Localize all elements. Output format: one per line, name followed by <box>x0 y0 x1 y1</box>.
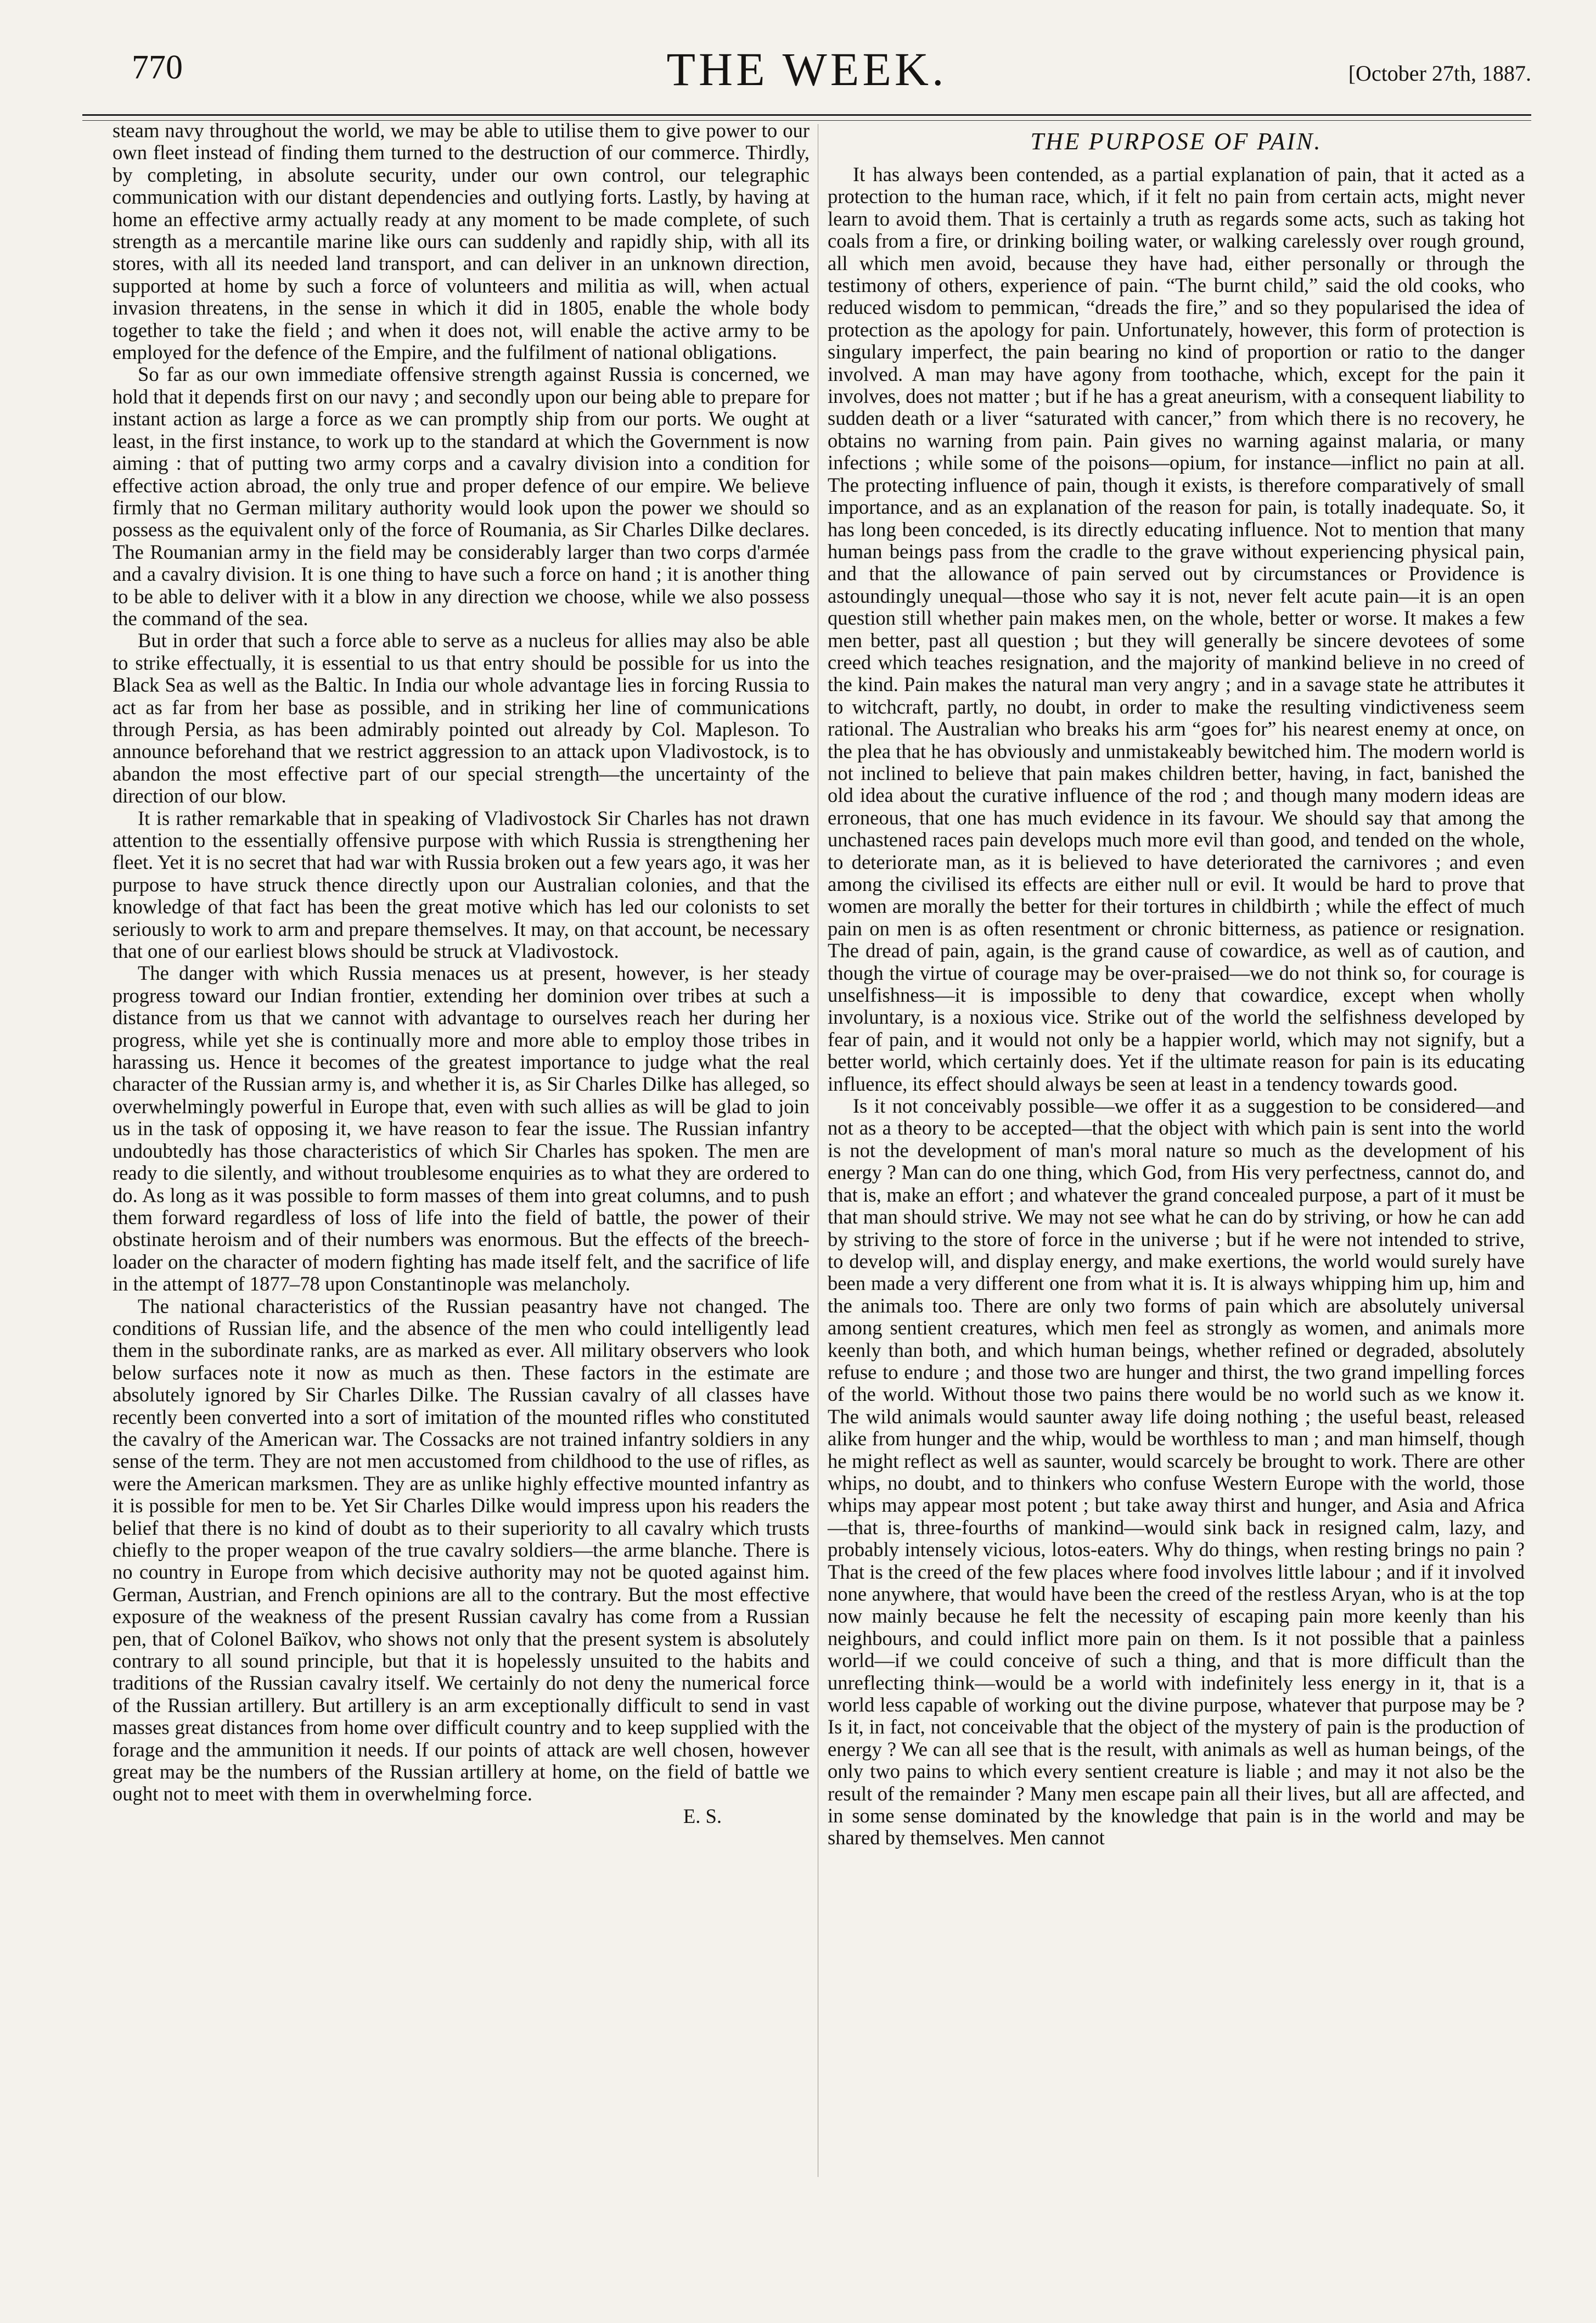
article-paragraph: It is rather remarkable that in speaking of Vladivostock Sir Charles has not drawn attention to the essentially offensive purpose with which Russia is strengthening her fleet. Yet it is no secret that had war with Russia broken out a few years ago, it was her purpose to have struck thence directly upon our Australian colonies, and that the knowledge of that fact has been the great motive which has led our colonists to set seriously to work to arm and prepare themselves. It may, on that account, be necessary that one of our earliest blows should be struck at Vladivostock. <box>113 806 810 963</box>
issue-date: [October 27th, 1887. <box>1348 61 1531 86</box>
page-number: 770 <box>132 49 183 86</box>
article-paragraph: steam navy throughout the world, we may be able to utilise them to give power to our own fleet instead of finding them turned to the destruction of our commerce. Thirdly, by completing, in absolute security, under our own control, our telegraphic communication with our distant dependencies and outlying forts. Lastly, by having at home an effective army actually ready at any moment to be made complete, of such strength as a mercantile marine like ours can suddenly and rapidly ship, with all its stores, with all its needed land transport, and can deliver in an unknown direction, supported at home by such a force of volunteers and militia as will, when actual invasion threatens, in the sense in which it did in 1805, enable the whole body together to take the field ; and when it does not, will enable the active army to be employed for the defence of the Empire, and the fulfilment of national obligations. <box>113 119 810 364</box>
article-paragraph: It has always been contended, as a partial explanation of pain, that it acted as a protection to the human race, which, if it felt no pain from certain acts, might never learn to avoid them. That is certainly a truth as regards some acts, such as taking hot coals from a fire, or drinking boiling water, or walking carelessly over rough ground, all which men avoid, because they have had, either personally or through the testimony of others, experience of pain. “The burnt child,” said the old cooks, who reduced wisdom to pemmican, “dreads the fire,” and so they popularised the idea of protection as the apology for pain. Unfortunately, however, this form of protection is singulary imperfect, the pain bearing no kind of proportion or ratio to the danger involved. A man may have agony from toothache, which, except for the pain it involves, does not matter ; but if he has a great aneurism, with a consequent liability to sudden death or a liver “saturated with cancer,” from which there is no recovery, he obtains no warning from pain. Pain gives no warning against malaria, or many infections ; while some of the poisons—opium, for instance—inflict no pain at all. The protecting influence of pain, though it exists, is therefore comparatively of small importance, and as an explanation of the reason for pain, is totally inadequate. So, it has long been conceded, is its directly educating influence. Not to mention that many human beings pass from the cradle to the grave without experiencing physical pain, and that the allowance of pain served out by circumstances or Providence is astoundingly unequal—those who say it is not, never felt acute pain—it is an open question still whether pain makes men, on the whole, better or worse. It makes a few men better, past all question ; but they will generally be sincere devotees of some creed which teaches resignation, and the majority of mankind believe in no creed of the kind. Pain makes the natural man very angry ; and in a savage state he attributes it to witchcraft, partly, no doubt, in order to make the resulting vindictiveness seem rational. The Australian who breaks his arm “goes for” his nearest enemy at once, on the plea that he has obviously and unmistakeably bewitched him. The modern world is not inclined to believe that pain makes children better, having, in fact, banished the old idea about the curative influence of the rod ; and though many modern ideas are erroneous, that one has much evidence in its favour. We should say that among the unchastened races pain develops much more evil than good, and tended on the whole, to deteriorate man, as it is believed to have deteriorated the carnivores ; and even among the civilised its effects are either null or evil. It would be hard to prove that women are morally the better for their tortures in childbirth ; while the effect of much pain on men is as often resentment or chronic bitterness, as patience or resignation. The dread of pain, again, is the grand cause of cowardice, as well as of caution, and though the virtue of courage may be over-praised—we do not think so, for courage is unselfishness—it is impossible to deny that cowardice, except when wholly involuntary, is a noxious vice. Strike out of the world the selfishness developed by fear of pain, and it would not only be a happier world, which may not signify, but a better world, which certainly does. Yet if the ultimate reason for pain is its educating influence, its effect should always be seen at least in a tendency towards good. <box>828 163 1525 1095</box>
article-paragraph: But in order that such a force able to serve as a nucleus for allies may also be able to strike effectually, it is essential to us that entry should be possible for us into the Black Sea as well as the Baltic. In India our whole advantage lies in forcing Russia to act as far from her base as possible, and in striking her line of communications through Persia, as has been admirably pointed out already by Col. Mapleson. To announce beforehand that we restrict aggression to an attack upon Vladivostock, is to abandon the most effective part of our special strength—the uncertainty of the direction of our blow. <box>113 629 810 807</box>
article-paragraph: The national characteristics of the Russian peasantry have not changed. The conditions of Russian life, and the absence of the men who could intelligently lead them in the subordinate ranks, are as marked as ever. All military observers who look below surfaces note it now as much as then. These factors in the estimate are absolutely ignored by Sir Charles Dilke. The Russian cavalry of all classes have recently been converted into a sort of imitation of the mounted rifles who constituted the cavalry of the American war. The Cossacks are not trained infantry soldiers in any sense of the term. They are not men accustomed from childhood to the use of rifles, as were the American marksmen. They are as unlike highly effective mounted infantry as it is possible for men to be. Yet Sir Charles Dilke would impress upon his readers the belief that there is no kind of doubt as to their superiority to all cavalry which trusts chiefly to the proper weapon of the true cavalry soldiers—the arme blanche. There is no country in Europe from which decisive authority may not be quoted against him. German, Austrian, and French opinions are all to the contrary. But the most effective exposure of the weakness of the present Russian cavalry has come from a Russian pen, that of Colonel Baïkov, who shows not only that the present system is absolutely contrary to all sound principle, but that it is hopelessly unsuited to the habits and traditions of the Russian cavalry itself. We certainly do not deny the numerical force of the Russian artillery. But artillery is an arm exceptionally difficult to send in vast masses great distances from home over difficult country and to keep supplied with the forage and the ammunition it needs. If our points of attack are well chosen, however great may be the numbers of the Russian artillery at home, on the field of battle we ought not to meet with them in overwhelming force. <box>113 1294 810 1805</box>
left-column-article <box>113 120 810 1827</box>
article-paragraph: The danger with which Russia menaces us at present, however, is her steady progress toward our Indian frontier, extending her dominion over tribes at such a distance from us that we cannot with advantage to ourselves reach her during her progress, while yet she is continually more and more able to employ those tribes in harassing us. Hence it becomes of the greatest importance to judge what the real character of the Russian army is, and whether it is, as Sir Charles Dilke has alleged, so overwhelmingly powerful in Europe that, even with such allies as will be glad to join us in the task of opposing it, we have reason to fear the issue. The Russian infantry undoubtedly has those characteristics of which Sir Charles has spoken. The men are ready to die silently, and without troublesome enquiries as to what they are ordered to do. As long as it was possible to form masses of them into great columns, and to push them forward regardless of loss of life into the field of battle, the power of their obstinate heroism and of their numbers was enormous. But the effects of the breech-loader on the character of modern fighting has made itself felt, and the sacrifice of life in the attempt of 1877–78 upon Constantinople was melancholy. <box>113 962 810 1295</box>
publication-title: THE WEEK. <box>666 43 947 96</box>
right-column-article <box>828 120 1525 1849</box>
article-paragraph: So far as our own immediate offensive strength against Russia is concerned, we hold that it depends first on our navy ; and secondly upon our being able to prepare for instant action as large a force as we can promptly ship from our ports. We ought at least, in the first instance, to work up to the standard at which the Government is now aiming : that of putting two army corps and a cavalry division into a condition for effective action abroad, the only true and proper defence of our empire. We believe firmly that no German military authority would look upon the power we should so possess as the equivalent only of the force of Roumania, as Sir Charles Dilke declares. The Roumanian army in the field may be considerably larger than two corps d'armée and a cavalry division. It is one thing to have such a force on hand ; it is another thing to be able to deliver with it a blow in any direction we choose, while we also possess the command of the sea. <box>113 363 810 630</box>
article-title: THE PURPOSE OF PAIN. <box>1030 128 1322 155</box>
article-signature: E. S. <box>683 1804 722 1827</box>
page-header <box>82 32 1531 116</box>
article-paragraph: Is it not conceivably possible—we offer it as a suggestion to be considered—and not as a theory to be accepted—that the object with which pain is sent into the world is not the development of man's moral nature so much as the development of his energy ? Man can do one thing, which God, from His very perfectness, cannot do, and that is, make an effort ; and whatever the grand concealed purpose, a part of it must be that man should strive. We may not see what he can do by striving, or how he can add by striving to the store of force in the universe ; but if he were not intended to strive, to develop will, and display energy, and make exertions, the world would surely have been made a very different one from what it is. It is always whipping him up, him and the animals too. There are only two forms of pain which are absolutely universal among sentient creatures, which men feel as strongly as women, and animals more keenly than both, and which human beings, whether refined or degraded, absolutely refuse to endure ; and those two are hunger and thirst, the two grand impelling forces of the world. Without those two pains there would be no world such as we know it. The wild animals would saunter away life doing nothing ; the useful beast, released alike from hunger and the whip, would be worthless to man ; and man himself, though he might reflect as well as saunter, would scarcely be brought to work. There are other whips, no doubt, and to thinkers who confuse Western Europe with the world, those whips may appear most potent ; but take away thirst and hunger, and Asia and Africa—that is, three-fourths of mankind—would sink back in resigned calm, lazy, and probably intensely vicious, lotos-eaters. Why do things, when resting brings no pain ? That is the creed of the few places where food involves little labour ; and if it involved none anywhere, that would have been the creed of the restless Aryan, who is at the top now mainly because he felt the necessity of escaping pain more keenly than his neighbours, and could inflict more pain on them. Is it not possible that a painless world—if we could conceive of such a thing, and that is more difficult than the unreflecting think—would be a world with indefinitely less energy in it, that is a world less capable of working out the divine purpose, whatever that purpose may be ? Is it, in fact, not conceivable that the object of the mystery of pain is the production of energy ? We can all see that is the result, with animals as well as human beings, of the only two pains to which every sentient creature is liable ; and may it not also be the result of the remainder ? Many men escape pain all their lives, but all are affected, and in some sense dominated by the knowledge that pain is in the world and may be shared by themselves. Men cannot <box>828 1095 1525 1849</box>
